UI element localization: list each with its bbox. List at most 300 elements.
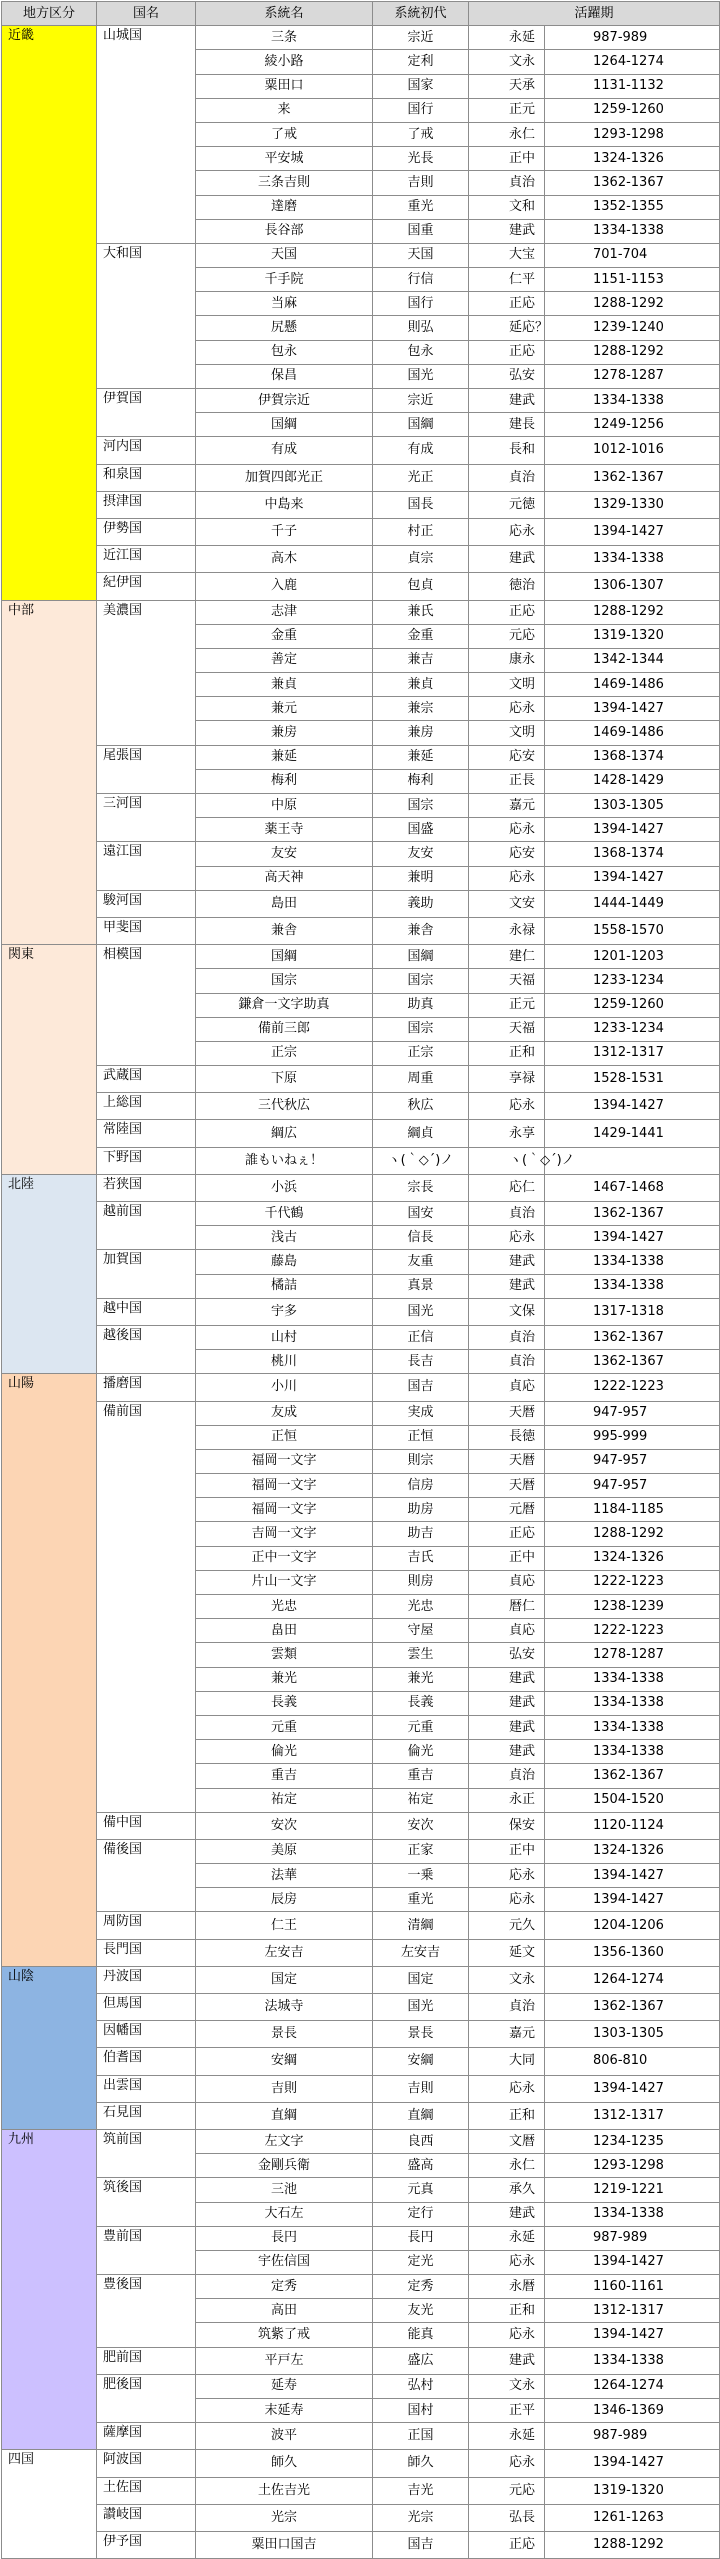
- table-row: [2, 600, 720, 624]
- table-row: [2, 945, 720, 969]
- years-cell: 947-957: [545, 1474, 720, 1498]
- school-name-cell: 備前三郎: [196, 1017, 373, 1041]
- school-name-cell: 桃川: [196, 1350, 373, 1374]
- era-cell: 応永: [469, 1864, 545, 1888]
- years-cell: 1394-1427: [545, 2450, 720, 2477]
- school-name-cell: 兼房: [196, 721, 373, 745]
- founder-cell: 秋広: [373, 1093, 469, 1120]
- school-name-cell: 定秀: [196, 2275, 373, 2299]
- founder-cell: 安綱: [373, 2048, 469, 2075]
- province-cell: 駿河国: [97, 890, 196, 917]
- era-cell: 天暦: [469, 1401, 545, 1425]
- years-cell: 1362-1367: [545, 1325, 720, 1349]
- era-cell: 貞治: [469, 171, 545, 195]
- founder-cell: 景長: [373, 2021, 469, 2048]
- era-cell: 文安: [469, 890, 545, 917]
- founder-cell: 兼延: [373, 745, 469, 769]
- table-row: [2, 1147, 720, 1174]
- province-cell: 因幡国: [97, 2021, 196, 2048]
- school-name-cell: 当麻: [196, 292, 373, 316]
- years-cell: 1319-1320: [545, 2477, 720, 2504]
- school-name-cell: 兼舎: [196, 917, 373, 944]
- years-cell: 1352-1355: [545, 195, 720, 219]
- years-cell: 1362-1367: [545, 1994, 720, 2021]
- school-name-cell: 祐定: [196, 1788, 373, 1812]
- table-row: [2, 1120, 720, 1147]
- header-region: 地方区分: [2, 2, 97, 26]
- province-cell: 備中国: [97, 1812, 196, 1839]
- region-cell: 山陰: [2, 1966, 97, 2129]
- founder-cell: 重光: [373, 195, 469, 219]
- school-name-cell: 伊賀宗近: [196, 389, 373, 413]
- school-name-cell: 平戸左: [196, 2347, 373, 2374]
- years-cell: 1428-1429: [545, 769, 720, 793]
- school-name-cell: 善定: [196, 648, 373, 672]
- era-cell: 正中: [469, 1839, 545, 1863]
- founder-cell: 国光: [373, 1298, 469, 1325]
- province-cell: 紀伊国: [97, 573, 196, 600]
- school-name-cell: 浅古: [196, 1226, 373, 1250]
- years-cell: 1504-1520: [545, 1788, 720, 1812]
- founder-cell: 元重: [373, 1715, 469, 1739]
- era-cell: 永延: [469, 2226, 545, 2250]
- table-row: [2, 794, 720, 818]
- years-cell: 1394-1427: [545, 1226, 720, 1250]
- era-cell: 正応: [469, 2531, 545, 2558]
- table-row: [2, 243, 720, 267]
- founder-cell: 国宗: [373, 794, 469, 818]
- school-name-cell: 畠田: [196, 1619, 373, 1643]
- years-cell: 1334-1338: [545, 2347, 720, 2374]
- province-cell: 出雲国: [97, 2075, 196, 2102]
- school-name-cell: 倫光: [196, 1740, 373, 1764]
- founder-cell: 則宗: [373, 1449, 469, 1473]
- header-row: [2, 2, 720, 26]
- founder-cell: 梅利: [373, 769, 469, 793]
- school-name-cell: 景長: [196, 2021, 373, 2048]
- years-cell: 1324-1326: [545, 1546, 720, 1570]
- school-name-cell: 三条吉則: [196, 171, 373, 195]
- era-cell: 正応: [469, 340, 545, 364]
- era-cell: 正応: [469, 292, 545, 316]
- era-cell: 応永: [469, 1888, 545, 1912]
- founder-cell: 国行: [373, 292, 469, 316]
- school-name-cell: 安次: [196, 1812, 373, 1839]
- founder-cell: 国吉: [373, 2531, 469, 2558]
- school-name-cell: 光忠: [196, 1595, 373, 1619]
- founder-cell: 光忠: [373, 1595, 469, 1619]
- school-name-cell: 国定: [196, 1966, 373, 1993]
- era-cell: 建武: [469, 1691, 545, 1715]
- years-cell: 1394-1427: [545, 518, 720, 545]
- school-name-cell: 梅利: [196, 769, 373, 793]
- school-name-cell: 千子: [196, 518, 373, 545]
- school-name-cell: 片山一文字: [196, 1570, 373, 1594]
- founder-cell: 兼吉: [373, 648, 469, 672]
- school-name-cell: 綾小路: [196, 50, 373, 74]
- era-cell: 弘安: [469, 1643, 545, 1667]
- years-cell: 1259-1260: [545, 993, 720, 1017]
- era-cell: ヽ(｀◇´)ノ: [469, 1147, 545, 1174]
- years-cell: 987-989: [545, 26, 720, 50]
- era-cell: 文永: [469, 1966, 545, 1993]
- years-cell: 1467-1468: [545, 1174, 720, 1201]
- era-cell: 正中: [469, 147, 545, 171]
- era-cell: 天福: [469, 1017, 545, 1041]
- era-cell: 文暦: [469, 2129, 545, 2153]
- years-cell: 1264-1274: [545, 2374, 720, 2398]
- founder-cell: 盛高: [373, 2154, 469, 2178]
- province-cell: 摂津国: [97, 491, 196, 518]
- years-cell: 1312-1317: [545, 2299, 720, 2323]
- era-cell: 建武: [469, 546, 545, 573]
- founder-cell: 国安: [373, 1202, 469, 1226]
- region-cell: 中部: [2, 600, 97, 945]
- school-name-cell: 中原: [196, 794, 373, 818]
- province-cell: 大和国: [97, 243, 196, 388]
- era-cell: 正応: [469, 600, 545, 624]
- province-cell: 近江国: [97, 546, 196, 573]
- era-cell: 元徳: [469, 491, 545, 518]
- founder-cell: 友光: [373, 2299, 469, 2323]
- era-cell: 建武: [469, 1740, 545, 1764]
- years-cell: 1234-1235: [545, 2129, 720, 2153]
- years-cell: 1131-1132: [545, 74, 720, 98]
- years-cell: 1394-1427: [545, 818, 720, 842]
- founder-cell: 国村: [373, 2399, 469, 2423]
- table-row: [2, 917, 720, 944]
- founder-cell: 有成: [373, 437, 469, 464]
- province-cell: 長門国: [97, 1939, 196, 1966]
- school-name-cell: 美原: [196, 1839, 373, 1863]
- table-row: [2, 1325, 720, 1349]
- school-name-cell: 福岡一文字: [196, 1474, 373, 1498]
- founder-cell: 国宗: [373, 969, 469, 993]
- school-name-cell: 法城寺: [196, 1994, 373, 2021]
- era-cell: 永仁: [469, 122, 545, 146]
- founder-cell: 定利: [373, 50, 469, 74]
- school-name-cell: 平安城: [196, 147, 373, 171]
- founder-cell: 兼宗: [373, 697, 469, 721]
- era-cell: 文明: [469, 673, 545, 697]
- school-name-cell: 山村: [196, 1325, 373, 1349]
- table-row: [2, 2178, 720, 2202]
- years-cell: 1346-1369: [545, 2399, 720, 2423]
- era-cell: 永禄: [469, 917, 545, 944]
- founder-cell: 定行: [373, 2202, 469, 2226]
- era-cell: 永延: [469, 2423, 545, 2450]
- years-cell: 995-999: [545, 1425, 720, 1449]
- years-cell: 1278-1287: [545, 364, 720, 388]
- province-cell: 肥前国: [97, 2347, 196, 2374]
- years-cell: 1362-1367: [545, 1764, 720, 1788]
- years-cell: 1368-1374: [545, 745, 720, 769]
- era-cell: 応永: [469, 2450, 545, 2477]
- school-name-cell: 波平: [196, 2423, 373, 2450]
- years-cell: 1288-1292: [545, 1522, 720, 1546]
- school-name-cell: 三代秋広: [196, 1093, 373, 1120]
- era-cell: 文永: [469, 50, 545, 74]
- era-cell: 建武: [469, 219, 545, 243]
- founder-cell: 正家: [373, 1839, 469, 1863]
- era-cell: 元応: [469, 2477, 545, 2504]
- school-name-cell: 兼光: [196, 1667, 373, 1691]
- region-cell: 九州: [2, 2129, 97, 2449]
- school-name-cell: 三条: [196, 26, 373, 50]
- years-cell: 1259-1260: [545, 98, 720, 122]
- school-name-cell: 中島来: [196, 491, 373, 518]
- era-cell: 康永: [469, 648, 545, 672]
- founder-cell: 国家: [373, 74, 469, 98]
- era-cell: 文永: [469, 2374, 545, 2398]
- school-name-cell: 宇多: [196, 1298, 373, 1325]
- era-cell: 正長: [469, 769, 545, 793]
- province-cell: 甲斐国: [97, 917, 196, 944]
- school-name-cell: 兼貞: [196, 673, 373, 697]
- province-cell: 越中国: [97, 1298, 196, 1325]
- table-row: [2, 2075, 720, 2102]
- school-name-cell: 大石左: [196, 2202, 373, 2226]
- years-cell: 1249-1256: [545, 413, 720, 437]
- era-cell: 弘安: [469, 364, 545, 388]
- sword-schools-table: [1, 1, 720, 2559]
- school-name-cell: 島田: [196, 890, 373, 917]
- era-cell: 応永: [469, 1093, 545, 1120]
- school-name-cell: 友成: [196, 1401, 373, 1425]
- years-cell: 1288-1292: [545, 292, 720, 316]
- region-cell: 山陽: [2, 1374, 97, 1967]
- founder-cell: 兼光: [373, 1667, 469, 1691]
- province-cell: 但馬国: [97, 1994, 196, 2021]
- school-name-cell: 兼延: [196, 745, 373, 769]
- school-name-cell: 正宗: [196, 1041, 373, 1065]
- province-cell: 若狭国: [97, 1174, 196, 1201]
- era-cell: 天暦: [469, 1449, 545, 1473]
- school-name-cell: 鎌倉一文字助真: [196, 993, 373, 1017]
- province-cell: 三河国: [97, 794, 196, 842]
- school-name-cell: 光宗: [196, 2504, 373, 2531]
- founder-cell: 国長: [373, 491, 469, 518]
- years-cell: 1394-1427: [545, 2250, 720, 2274]
- era-cell: 応永: [469, 2250, 545, 2274]
- era-cell: 応永: [469, 1226, 545, 1250]
- school-name-cell: 国綱: [196, 413, 373, 437]
- province-cell: 相模国: [97, 945, 196, 1066]
- years-cell: 1324-1326: [545, 147, 720, 171]
- school-name-cell: 了戒: [196, 122, 373, 146]
- school-name-cell: 重吉: [196, 1764, 373, 1788]
- school-name-cell: 粟田口国吉: [196, 2531, 373, 2558]
- table-row: [2, 437, 720, 464]
- founder-cell: 直綱: [373, 2102, 469, 2129]
- table-row: [2, 464, 720, 491]
- era-cell: 応永: [469, 2075, 545, 2102]
- era-cell: 正元: [469, 98, 545, 122]
- founder-cell: 国行: [373, 98, 469, 122]
- years-cell: 1342-1344: [545, 648, 720, 672]
- era-cell: 永仁: [469, 2154, 545, 2178]
- province-cell: 豊前国: [97, 2226, 196, 2274]
- school-name-cell: 師久: [196, 2450, 373, 2477]
- era-cell: 永暦: [469, 2275, 545, 2299]
- era-cell: 応永: [469, 518, 545, 545]
- founder-cell: 長吉: [373, 1350, 469, 1374]
- founder-cell: 金重: [373, 624, 469, 648]
- years-cell: 1222-1223: [545, 1570, 720, 1594]
- table-row: [2, 1912, 720, 1939]
- years-cell: 1306-1307: [545, 573, 720, 600]
- era-cell: 正和: [469, 2299, 545, 2323]
- years-cell: 1293-1298: [545, 2154, 720, 2178]
- founder-cell: 了戒: [373, 122, 469, 146]
- table-row: [2, 1093, 720, 1120]
- years-cell: 1429-1441: [545, 1120, 720, 1147]
- founder-cell: 国光: [373, 1994, 469, 2021]
- school-name-cell: 入鹿: [196, 573, 373, 600]
- years-cell: 1394-1427: [545, 2323, 720, 2347]
- table-row: [2, 1202, 720, 1226]
- era-cell: 永正: [469, 1788, 545, 1812]
- province-cell: 越前国: [97, 1202, 196, 1250]
- era-cell: 正元: [469, 993, 545, 1017]
- header-school: 系統名: [196, 2, 373, 26]
- era-cell: 正平: [469, 2399, 545, 2423]
- era-cell: 文保: [469, 1298, 545, 1325]
- era-cell: 永享: [469, 1120, 545, 1147]
- years-cell: 1334-1338: [545, 219, 720, 243]
- school-name-cell: 金重: [196, 624, 373, 648]
- table-row: [2, 1174, 720, 1201]
- school-name-cell: 筑紫了戒: [196, 2323, 373, 2347]
- school-name-cell: 有成: [196, 437, 373, 464]
- years-cell: 1312-1317: [545, 1041, 720, 1065]
- province-cell: 上総国: [97, 1093, 196, 1120]
- school-name-cell: 長義: [196, 1691, 373, 1715]
- school-name-cell: 粟田口: [196, 74, 373, 98]
- founder-cell: 国綱: [373, 413, 469, 437]
- era-cell: 元久: [469, 1912, 545, 1939]
- province-cell: 備前国: [97, 1401, 196, 1812]
- province-cell: 筑後国: [97, 2178, 196, 2226]
- school-name-cell: 友安: [196, 842, 373, 866]
- founder-cell: 正宗: [373, 1041, 469, 1065]
- school-name-cell: 藤島: [196, 1250, 373, 1274]
- years-cell: 1394-1427: [545, 697, 720, 721]
- school-name-cell: 長円: [196, 2226, 373, 2250]
- era-cell: 応永: [469, 2323, 545, 2347]
- founder-cell: 祐定: [373, 1788, 469, 1812]
- founder-cell: 兼房: [373, 721, 469, 745]
- years-cell: 1334-1338: [545, 1274, 720, 1298]
- province-cell: 河内国: [97, 437, 196, 464]
- years-cell: 987-989: [545, 2226, 720, 2250]
- years-cell: 1368-1374: [545, 842, 720, 866]
- founder-cell: 兼氏: [373, 600, 469, 624]
- years-cell: 1293-1298: [545, 122, 720, 146]
- era-cell: 建長: [469, 413, 545, 437]
- years-cell: 1312-1317: [545, 2102, 720, 2129]
- years-cell: 1288-1292: [545, 2531, 720, 2558]
- era-cell: 応永: [469, 697, 545, 721]
- era-cell: 仁平: [469, 268, 545, 292]
- years-cell: 1288-1292: [545, 340, 720, 364]
- years-cell: 1356-1360: [545, 1939, 720, 1966]
- era-cell: 正応: [469, 1522, 545, 1546]
- province-cell: 丹波国: [97, 1966, 196, 1993]
- province-cell: 土佐国: [97, 2477, 196, 2504]
- era-cell: 大宝: [469, 243, 545, 267]
- founder-cell: 師久: [373, 2450, 469, 2477]
- school-name-cell: 正中一文字: [196, 1546, 373, 1570]
- table-row: [2, 890, 720, 917]
- province-cell: 武蔵国: [97, 1066, 196, 1093]
- school-name-cell: 高木: [196, 546, 373, 573]
- school-name-cell: 高天神: [196, 866, 373, 890]
- years-cell: 1278-1287: [545, 1643, 720, 1667]
- province-cell: 伊勢国: [97, 518, 196, 545]
- school-name-cell: 薬王寺: [196, 818, 373, 842]
- years-cell: 1334-1338: [545, 1691, 720, 1715]
- table-row: [2, 1374, 720, 1401]
- era-cell: 建武: [469, 389, 545, 413]
- years-cell: 1334-1338: [545, 546, 720, 573]
- school-name-cell: 高田: [196, 2299, 373, 2323]
- school-name-cell: 保昌: [196, 364, 373, 388]
- years-cell: 1264-1274: [545, 50, 720, 74]
- era-cell: 保安: [469, 1812, 545, 1839]
- founder-cell: 信長: [373, 1226, 469, 1250]
- province-cell: 豊後国: [97, 2275, 196, 2348]
- table-row: [2, 26, 720, 50]
- era-cell: 建武: [469, 2202, 545, 2226]
- years-cell: 1151-1153: [545, 268, 720, 292]
- region-cell: 北陸: [2, 1174, 97, 1374]
- founder-cell: 国吉: [373, 1374, 469, 1401]
- years-cell: 1362-1367: [545, 1202, 720, 1226]
- school-name-cell: 吉則: [196, 2075, 373, 2102]
- era-cell: 延文: [469, 1939, 545, 1966]
- school-name-cell: 下原: [196, 1066, 373, 1093]
- province-cell: 尾張国: [97, 745, 196, 793]
- school-name-cell: 土佐吉光: [196, 2477, 373, 2504]
- era-cell: 元暦: [469, 1498, 545, 1522]
- era-cell: 建武: [469, 1250, 545, 1274]
- years-cell: 1303-1305: [545, 794, 720, 818]
- founder-cell: 元真: [373, 2178, 469, 2202]
- era-cell: 正中: [469, 1546, 545, 1570]
- province-cell: 越後国: [97, 1325, 196, 1373]
- era-cell: 天暦: [469, 1474, 545, 1498]
- years-cell: 1394-1427: [545, 2075, 720, 2102]
- founder-cell: 良西: [373, 2129, 469, 2153]
- founder-cell: 弘村: [373, 2374, 469, 2398]
- founder-cell: 宗長: [373, 1174, 469, 1201]
- years-cell: 1444-1449: [545, 890, 720, 917]
- era-cell: 建武: [469, 2347, 545, 2374]
- era-cell: 長和: [469, 437, 545, 464]
- region-cell: 四国: [2, 2450, 97, 2559]
- table-row: [2, 2102, 720, 2129]
- table-row: [2, 2531, 720, 2558]
- years-cell: 1324-1326: [545, 1839, 720, 1863]
- era-cell: 建仁: [469, 945, 545, 969]
- years-cell: 947-957: [545, 1401, 720, 1425]
- province-cell: 加賀国: [97, 1250, 196, 1298]
- table-row: [2, 2450, 720, 2477]
- founder-cell: 則弘: [373, 316, 469, 340]
- table-row: [2, 491, 720, 518]
- era-cell: 長徳: [469, 1425, 545, 1449]
